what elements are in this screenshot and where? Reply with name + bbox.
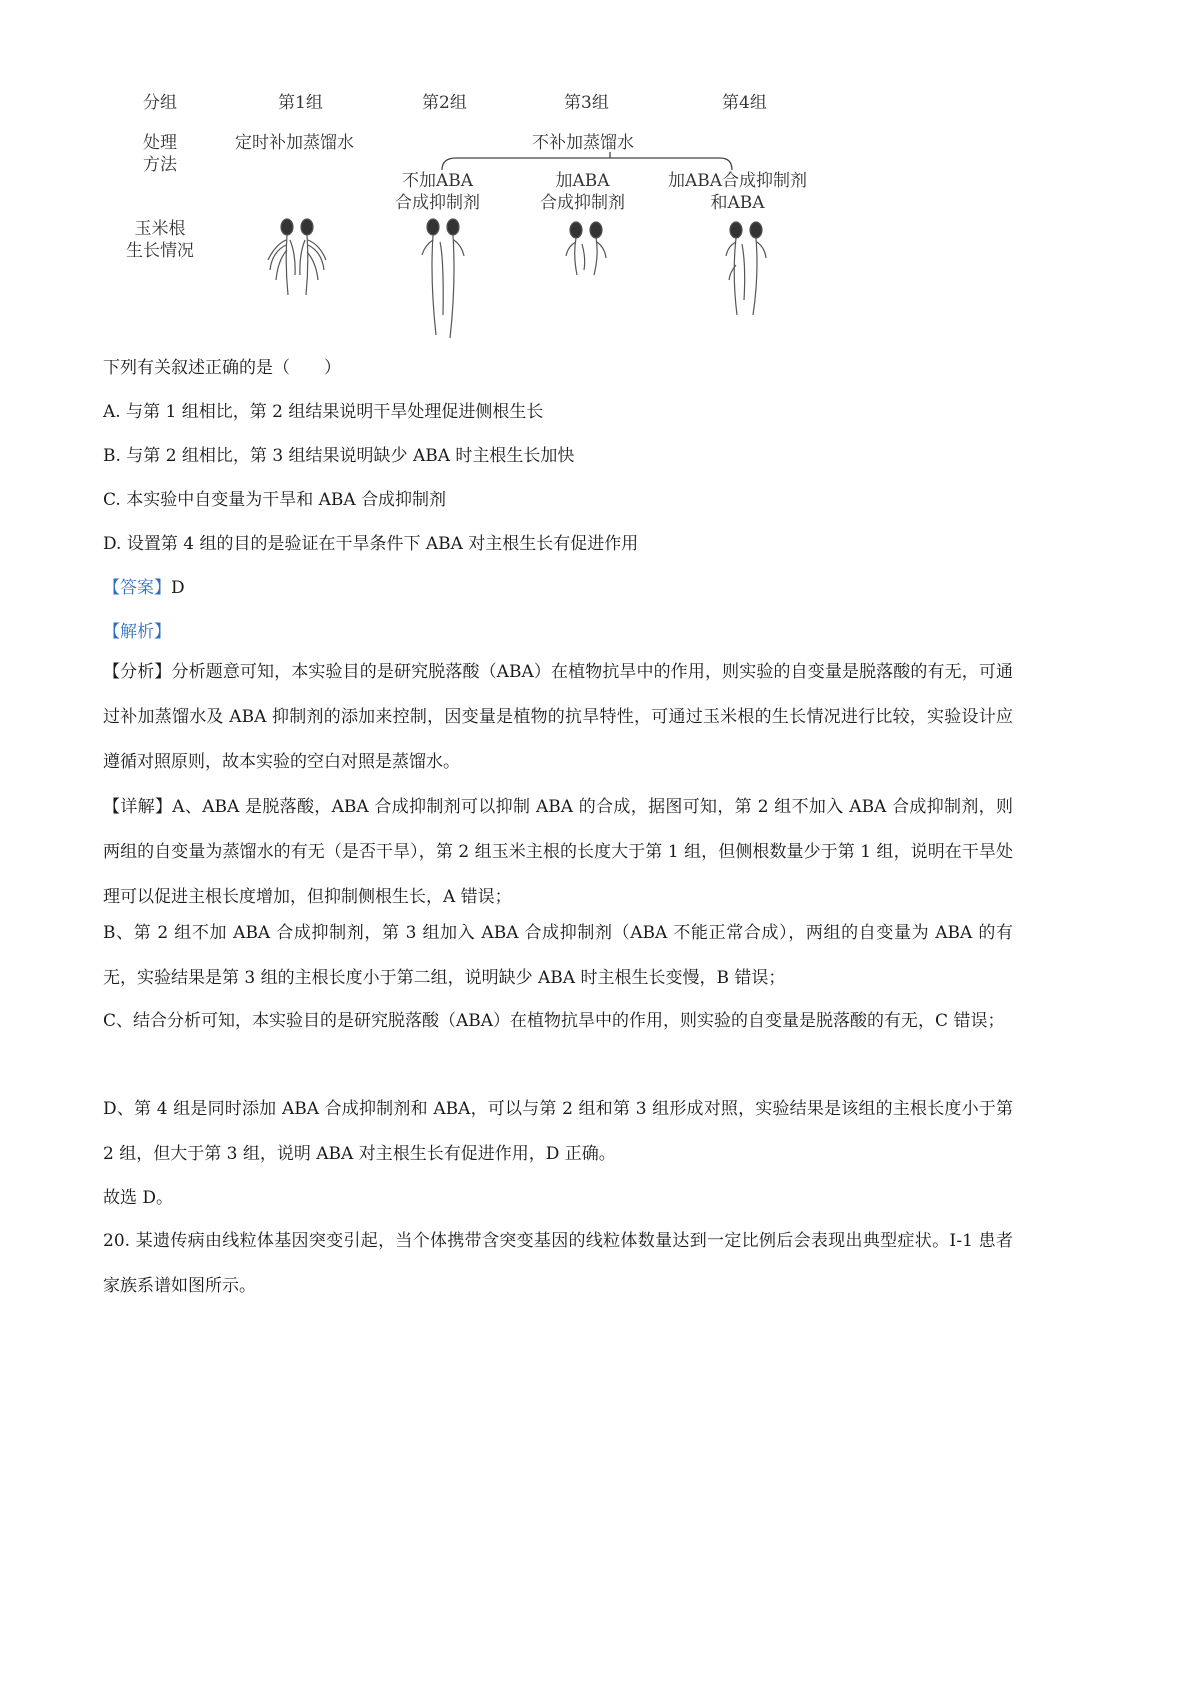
row-label-treatment: 处理 方法 xyxy=(143,133,177,175)
detail-a-paragraph xyxy=(103,785,1013,920)
detail-c-paragraph: C、结合分析可知，本实验目的是研究脱落酸（ABA）在植物抗旱中的作用，则实验的自变量是脱落酸的有无，C 错误； xyxy=(103,1011,1005,1031)
option-a: A. 与第 1 组相比，第 2 组结果说明干旱处理促进侧根生长 xyxy=(103,402,544,422)
bracket xyxy=(442,158,732,170)
group-4-label: 第4组 xyxy=(722,93,767,113)
row-label-group: 分组 xyxy=(143,93,177,113)
g3-treatment: 加ABA 合成抑制剂 xyxy=(540,171,625,213)
conclusion: 故选 D。 xyxy=(103,1188,174,1208)
detail-a-text: A、ABA 是脱落酸，ABA 合成抑制剂可以抑制 ABA 的合成，据图可知，第 2 组不加入 ABA 合成抑制剂，则两组的自变量为蒸馏水的有无（是否干旱），第 2 组玉米主根的长度大于第 1 组，但侧根数量少于第 1 组，说明在干旱处理可以促进主根长度增加，但抑制侧根生长，A 错误； xyxy=(103,797,1013,907)
no-water-treatment: 不补加蒸馏水 xyxy=(532,133,634,153)
roots-group-1 xyxy=(268,219,326,295)
fenxi-text: 分析题意可知，本实验目的是研究脱落酸（ABA）在植物抗旱中的作用，则实验的自变量是脱落酸的有无，可通过补加蒸馏水及 ABA 抑制剂的添加来控制，因变量是植物的抗旱特性，可通过玉米根的生长情况进行比较，实验设计应遵循对照原则，故本实验的空白对照是蒸馏水。 xyxy=(103,662,1013,772)
group-1-label: 第1组 xyxy=(278,93,323,113)
option-b: B. 与第 2 组相比，第 3 组结果说明缺少 ABA 时主根生长加快 xyxy=(103,446,575,466)
question-stem: 下列有关叙述正确的是（ ） xyxy=(103,358,341,378)
g1-treatment: 定时补加蒸馏水 xyxy=(235,133,354,153)
answer-line xyxy=(103,576,185,600)
figure-drawing xyxy=(100,80,860,350)
answer-value: D xyxy=(171,578,185,598)
detail-b-paragraph: B、第 2 组不加 ABA 合成抑制剂，第 3 组加入 ABA 合成抑制剂（ABA 不能正常合成），两组的自变量为 ABA 的有无，实验结果是第 3 组的主根长度小于第二组，说明缺少 ABA 时主根生长变慢，B 错误； xyxy=(103,923,1013,988)
fenxi-tag: 【分析】 xyxy=(103,662,172,682)
g4-treatment: 加ABA合成抑制剂 和ABA xyxy=(668,171,808,213)
g2-treatment: 不加ABA 合成抑制剂 xyxy=(395,171,480,213)
experiment-figure xyxy=(100,80,860,350)
detail-d-paragraph: D、第 4 组是同时添加 ABA 合成抑制剂和 ABA，可以与第 2 组和第 3 组形成对照，实验结果是该组的主根长度小于第 2 组，但大于第 3 组，说明 ABA 对主根生长有促进作用，D 正确。 xyxy=(103,1099,1013,1164)
roots-group-2 xyxy=(422,219,464,338)
analysis-tag: 【解析】 xyxy=(103,622,171,642)
option-d: D. 设置第 4 组的目的是验证在干旱条件下 ABA 对主根生长有促进作用 xyxy=(103,534,639,554)
question-20: 20. 某遗传病由线粒体基因突变引起，当个体携带含突变基因的线粒体数量达到一定比例后会表现出典型症状。Ⅰ-1 患者家族系谱如图所示。 xyxy=(103,1231,1013,1296)
roots-group-3 xyxy=(566,222,606,275)
roots-group-4 xyxy=(726,222,766,315)
answer-tag: 【答案】 xyxy=(103,578,171,598)
analysis-paragraph xyxy=(103,650,1013,785)
option-c: C. 本实验中自变量为干旱和 ABA 合成抑制剂 xyxy=(103,490,447,510)
xiangjie-tag: 【详解】 xyxy=(103,797,173,817)
group-3-label: 第3组 xyxy=(564,93,609,113)
row-label-growth: 玉米根 生长情况 xyxy=(126,219,194,261)
group-2-label: 第2组 xyxy=(422,93,467,113)
